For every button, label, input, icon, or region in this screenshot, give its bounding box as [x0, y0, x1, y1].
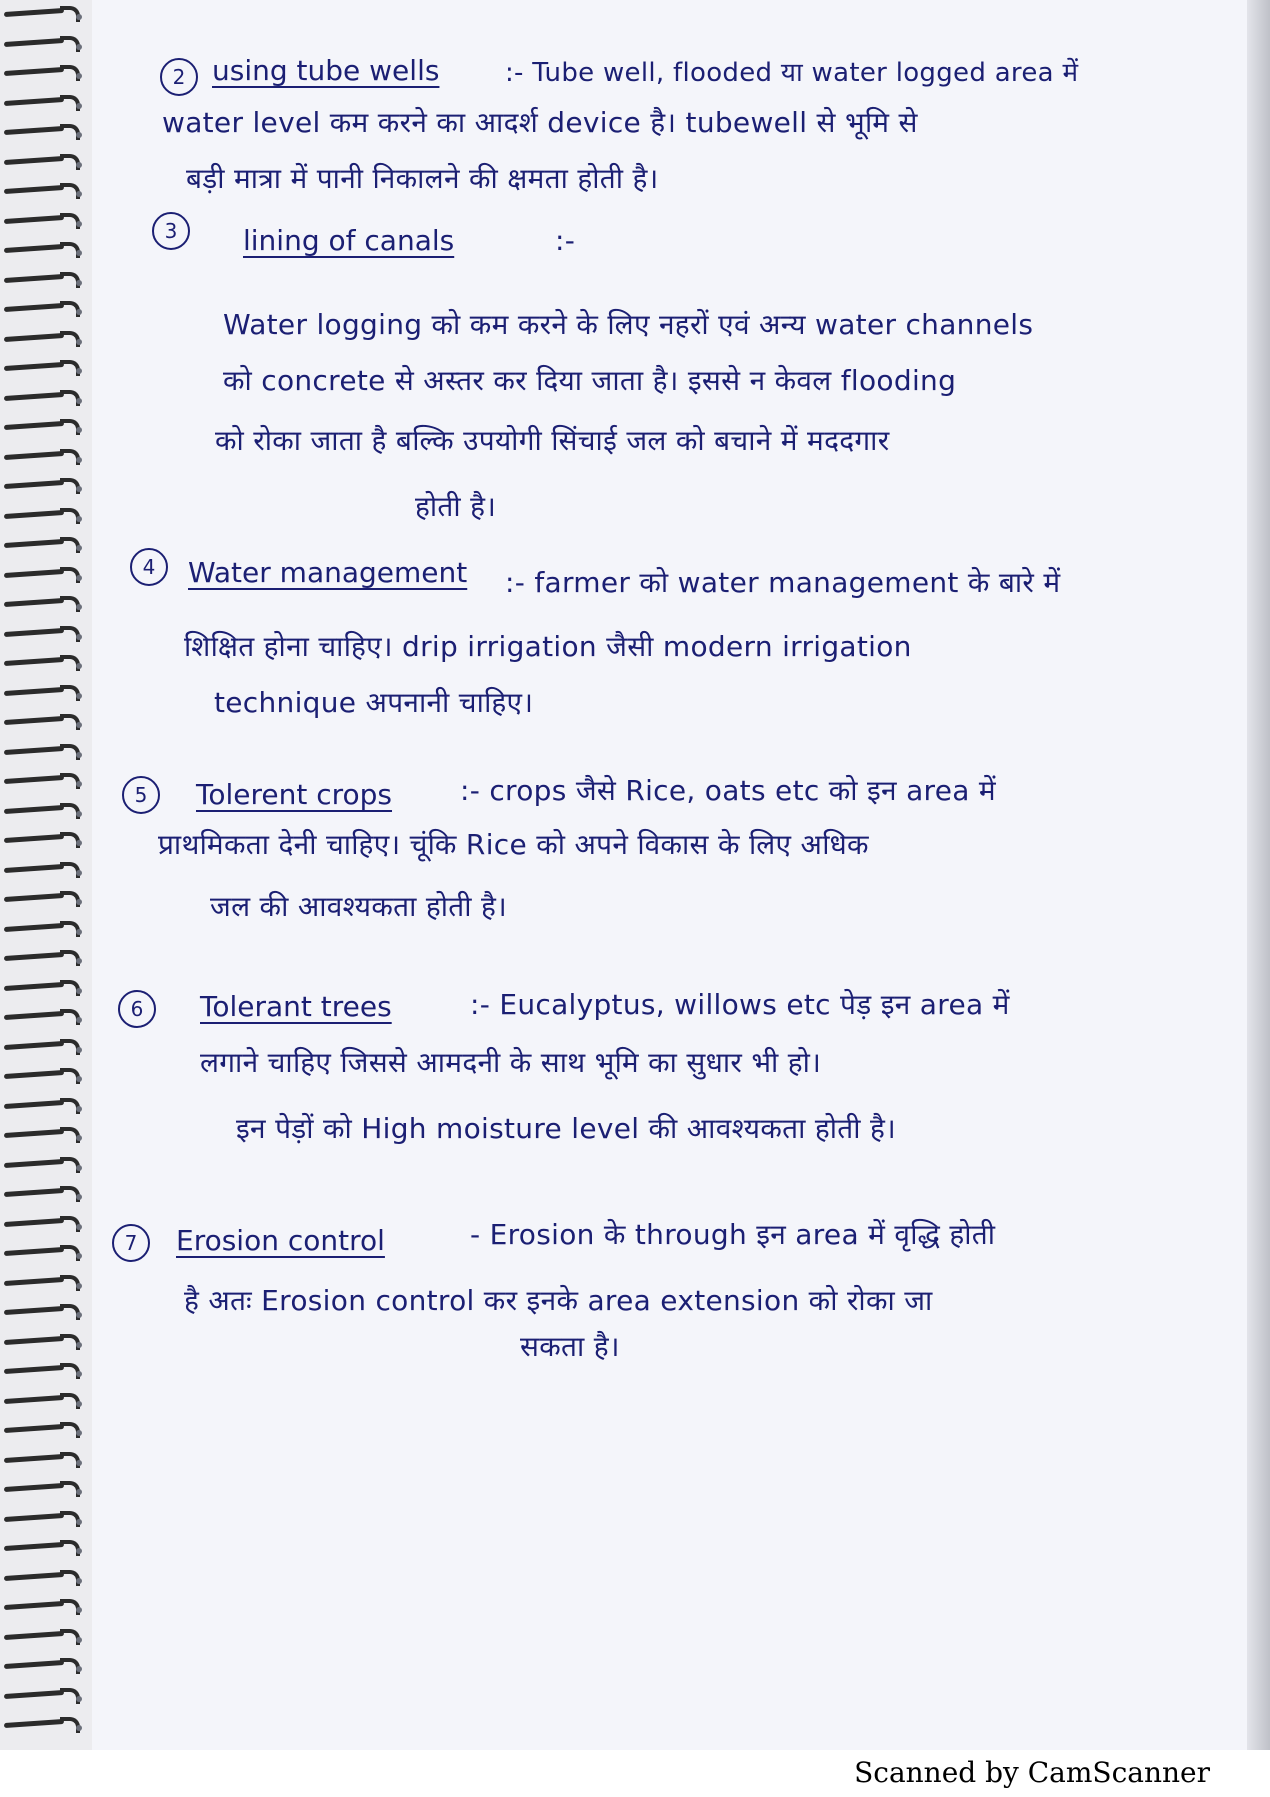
section-7-line-1: - Erosion के through इन area में वृद्धि होती	[470, 1218, 996, 1251]
section-heading-tolerent-crops: Tolerent crops	[196, 778, 393, 811]
binding-ring	[4, 478, 78, 492]
section-number-6: 6	[118, 990, 156, 1028]
binding-ring	[4, 1068, 78, 1082]
section-6-line-1: :- Eucalyptus, willows etc पेड़ इन area में	[470, 988, 1010, 1021]
section-3-line-5: होती है।	[415, 490, 497, 523]
binding-ring	[4, 272, 78, 286]
spiral-binding	[0, 0, 92, 1750]
binding-ring	[4, 124, 78, 138]
binding-ring	[4, 65, 78, 79]
section-number-5: 5	[122, 776, 160, 814]
section-7-line-2: है अतः Erosion control कर इनके area extension को रोका जा	[184, 1284, 933, 1317]
section-2-line-2: water level कम करने का आदर्श device है। tubewell से भूमि से	[162, 106, 918, 139]
binding-ring	[4, 1363, 78, 1377]
binding-ring	[4, 242, 78, 256]
binding-ring	[4, 301, 78, 315]
binding-ring	[4, 862, 78, 876]
section-4-line-1: :- farmer को water management के बारे में	[505, 566, 1061, 599]
binding-ring	[4, 449, 78, 463]
binding-ring	[4, 1275, 78, 1289]
binding-ring	[4, 1304, 78, 1318]
section-heading-water-management: Water management	[188, 556, 468, 589]
section-6-line-2: लगाने चाहिए जिससे आमदनी के साथ भूमि का सुधार भी हो।	[200, 1046, 822, 1079]
binding-ring	[4, 1570, 78, 1584]
section-2-line-1: :- Tube well, flooded या water logged area में	[505, 58, 1079, 88]
binding-ring	[4, 1334, 78, 1348]
binding-ring	[4, 655, 78, 669]
binding-ring	[4, 1186, 78, 1200]
section-3-line-2: Water logging को कम करने के लिए नहरों एवं अन्य water channels	[223, 308, 1034, 341]
section-number-4: 4	[130, 548, 168, 586]
binding-ring	[4, 213, 78, 227]
binding-ring	[4, 1039, 78, 1053]
binding-ring	[4, 1216, 78, 1230]
binding-ring	[4, 1009, 78, 1023]
binding-ring	[4, 685, 78, 699]
section-heading-lining-canals: lining of canals	[243, 224, 455, 257]
binding-ring	[4, 1540, 78, 1554]
section-4-line-2: शिक्षित होना चाहिए। drip irrigation जैसी modern irrigation	[184, 630, 912, 663]
binding-ring	[4, 95, 78, 109]
binding-ring	[4, 1452, 78, 1466]
section-heading-tube-wells: using tube wells	[212, 54, 440, 87]
binding-ring	[4, 1393, 78, 1407]
section-heading-erosion-control: Erosion control	[176, 1224, 385, 1257]
section-number-3: 3	[152, 212, 190, 250]
binding-ring	[4, 744, 78, 758]
binding-ring	[4, 567, 78, 581]
binding-ring	[4, 626, 78, 640]
section-5-line-1: :- crops जैसे Rice, oats etc को इन area में	[460, 774, 996, 807]
binding-ring	[4, 390, 78, 404]
binding-ring	[4, 1658, 78, 1672]
binding-ring	[4, 1599, 78, 1613]
binding-ring	[4, 1717, 78, 1731]
section-number-2: 2	[160, 58, 198, 96]
binding-ring	[4, 950, 78, 964]
binding-ring	[4, 832, 78, 846]
binding-ring	[4, 36, 78, 50]
binding-ring	[4, 891, 78, 905]
section-5-line-2: प्राथमिकता देनी चाहिए। चूंकि Rice को अपने विकास के लिए अधिक	[158, 828, 869, 861]
binding-ring	[4, 921, 78, 935]
section-3-line-1: :-	[555, 224, 576, 257]
section-3-line-3: को concrete से अस्तर कर दिया जाता है। इससे न केवल flooding	[223, 364, 957, 397]
section-7-line-3: सकता है।	[520, 1330, 620, 1363]
binding-ring	[4, 508, 78, 522]
binding-ring	[4, 1511, 78, 1525]
page-edge	[1247, 0, 1270, 1750]
binding-ring	[4, 1098, 78, 1112]
binding-ring	[4, 183, 78, 197]
binding-ring	[4, 1481, 78, 1495]
binding-ring	[4, 980, 78, 994]
section-3-line-4: को रोका जाता है बल्कि उपयोगी सिंचाई जल को बचाने में मददगार	[215, 424, 890, 457]
binding-ring	[4, 6, 78, 20]
binding-ring	[4, 803, 78, 817]
binding-ring	[4, 419, 78, 433]
section-5-line-3: जल की आवश्यकता होती है।	[210, 890, 508, 923]
section-2-line-3: बड़ी मात्रा में पानी निकालने की क्षमता होती है।	[186, 162, 659, 195]
binding-ring	[4, 773, 78, 787]
binding-ring	[4, 714, 78, 728]
binding-ring	[4, 537, 78, 551]
binding-ring	[4, 1422, 78, 1436]
binding-ring	[4, 1245, 78, 1259]
section-6-line-3: इन पेड़ों को High moisture level की आवश्यकता होती है।	[236, 1112, 897, 1145]
binding-ring	[4, 154, 78, 168]
binding-ring	[4, 1629, 78, 1643]
binding-ring	[4, 360, 78, 374]
binding-ring	[4, 331, 78, 345]
binding-ring	[4, 1157, 78, 1171]
section-heading-tolerant-trees: Tolerant trees	[200, 990, 392, 1023]
section-number-7: 7	[112, 1224, 150, 1262]
binding-ring	[4, 596, 78, 610]
camscanner-watermark: Scanned by CamScanner	[854, 1756, 1210, 1789]
section-4-line-3: technique अपनानी चाहिए।	[214, 686, 534, 719]
binding-ring	[4, 1127, 78, 1141]
binding-ring	[4, 1688, 78, 1702]
